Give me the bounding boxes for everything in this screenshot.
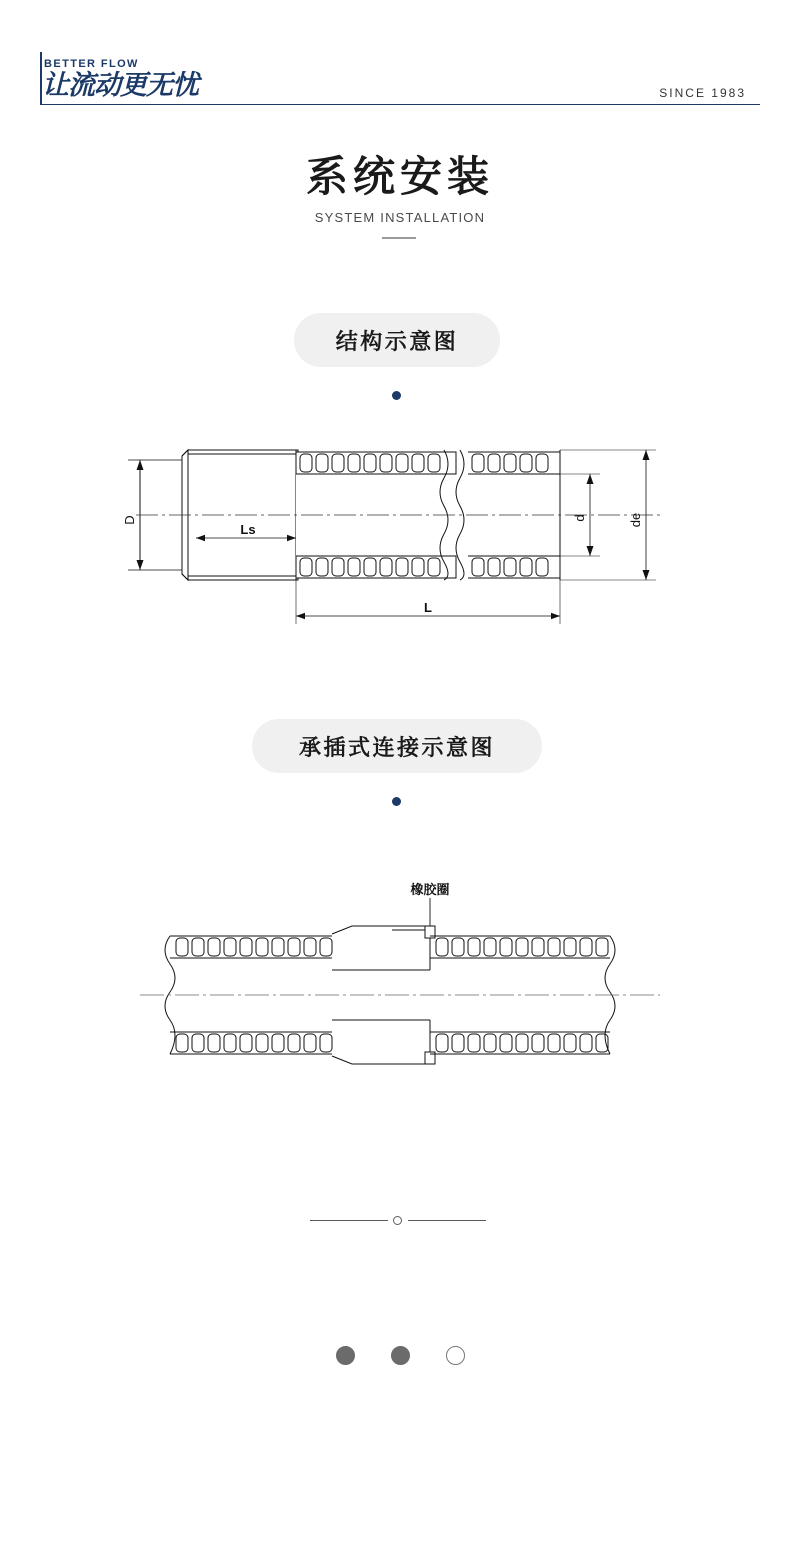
pagination[interactable]: [0, 1346, 800, 1365]
dimension-label-L: L: [424, 600, 432, 615]
dimension-label-de: de: [628, 512, 643, 528]
brand-tagline-en: BETTER FLOW: [44, 58, 139, 70]
section-heading-structure: 结构示意图: [294, 313, 500, 367]
section-marker-dot-socket: [392, 797, 401, 806]
page-header: [0, 0, 800, 118]
section-divider: [310, 1216, 486, 1226]
pagination-dot-3[interactable]: [446, 1346, 465, 1365]
socket-connection-diagram: [100, 860, 700, 1090]
page-title: 系统安装: [305, 153, 494, 200]
dimension-label-Ls: Ls: [240, 522, 256, 537]
page-subtitle: SYSTEM INSTALLATION: [314, 210, 486, 225]
section-heading-socket: 承插式连接示意图: [252, 719, 542, 773]
title-underline: [382, 237, 416, 239]
divider-ring-icon: [393, 1216, 402, 1225]
since-label: SINCE 1983: [659, 86, 746, 100]
divider-line-left: [310, 1220, 388, 1221]
section-marker-dot-structure: [392, 391, 401, 400]
header-divider: [40, 104, 760, 105]
pagination-dot-2[interactable]: [391, 1346, 410, 1365]
structure-diagram: [100, 430, 700, 650]
dimension-label-d: d: [572, 514, 587, 522]
brand-tagline-cn: 让流动更无忧: [42, 70, 198, 100]
pagination-dot-1[interactable]: [336, 1346, 355, 1365]
divider-line-right: [408, 1220, 486, 1221]
dimension-label-D: D: [122, 515, 137, 525]
rubber-ring-label: 橡胶圈: [410, 882, 450, 897]
